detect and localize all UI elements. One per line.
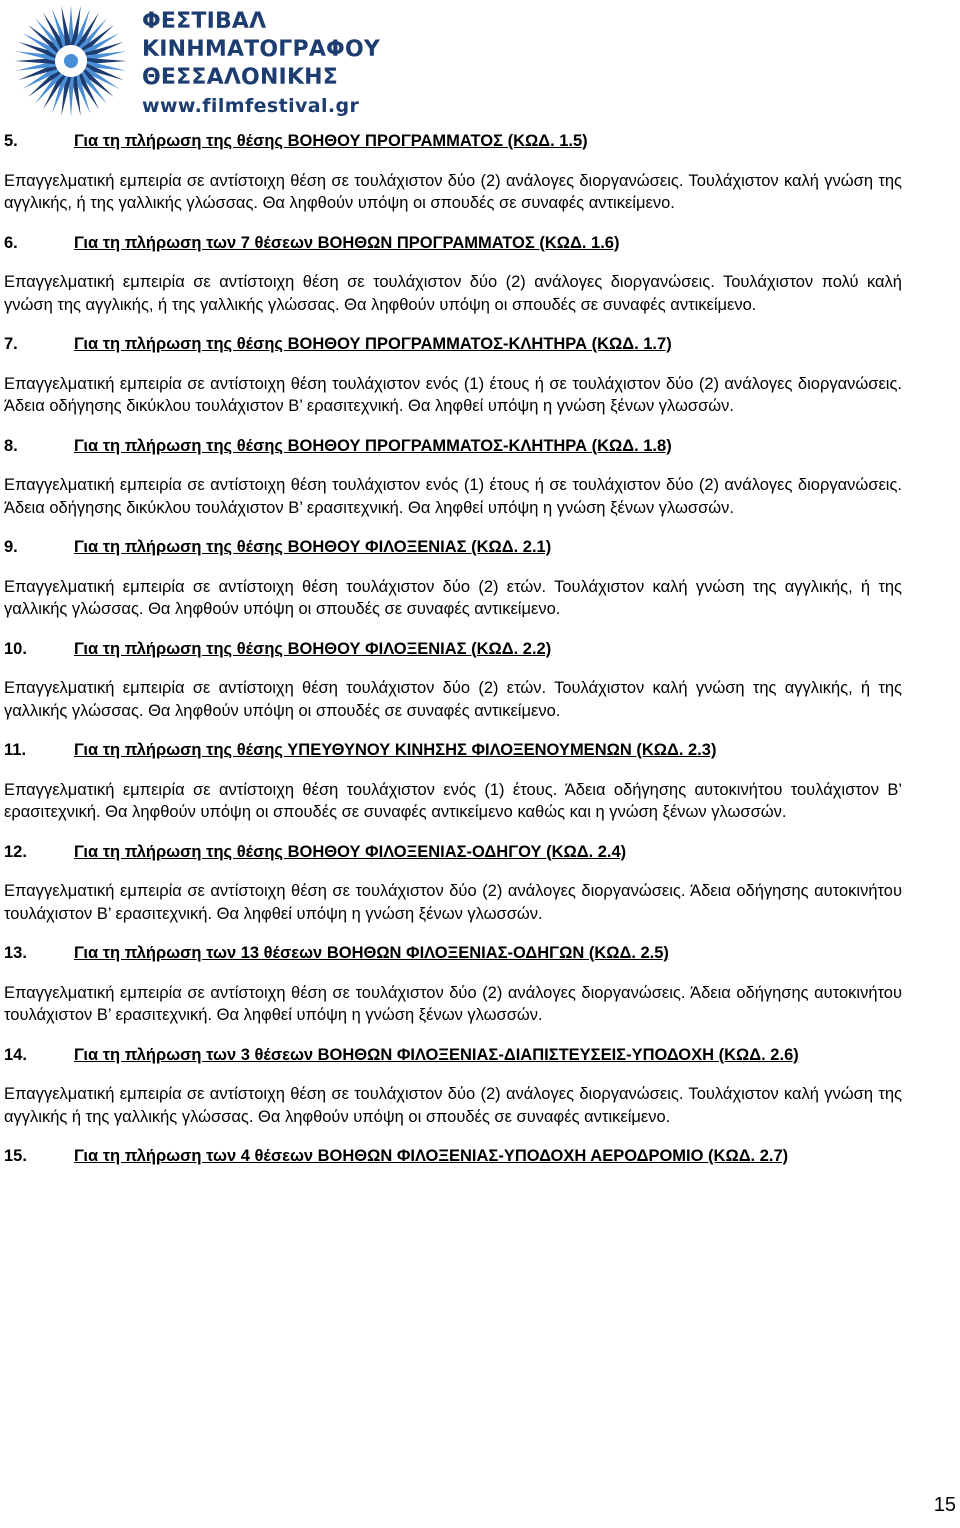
section-heading bbox=[4, 536, 902, 559]
section-title: Για τη πλήρωση των 13 θέσεων ΒΟΗΘΩΝ ΦΙΛΟΞΕΝΙΑΣ-ΟΔΗΓΩΝ (ΚΩΔ. 2.5) bbox=[74, 944, 669, 962]
section-10 bbox=[4, 638, 902, 723]
section-11 bbox=[4, 739, 902, 824]
section-number: 12. bbox=[4, 842, 27, 861]
section-heading bbox=[4, 130, 902, 153]
section-heading bbox=[4, 841, 902, 864]
section-body: Επαγγελματική εμπειρία σε αντίστοιχη θέση σε τουλάχιστον δύο (2) ανάλογες διοργανώσεις. Τουλάχιστον πολύ καλή γνώση της αγγλικής, ή της γαλλικής γλώσσας. Θα ληφθούν υπόψη οι σπουδές σε συναφές αντικείμενο. bbox=[4, 273, 902, 314]
section-title: Για τη πλήρωση της θέσης ΒΟΗΘΟΥ ΦΙΛΟΞΕΝΙΑΣ-ΟΔΗΓΟΥ (ΚΩΔ. 2.4) bbox=[74, 842, 627, 861]
festival-logo bbox=[8, 2, 408, 120]
section-6 bbox=[4, 232, 902, 317]
section-heading bbox=[4, 942, 902, 965]
section-heading bbox=[4, 1044, 902, 1067]
section-12 bbox=[4, 841, 902, 926]
section-heading bbox=[4, 739, 902, 762]
section-title: Για τη πλήρωση της θέσης ΒΟΗΘΟΥ ΠΡΟΓΡΑΜΜΑΤΟΣ (ΚΩΔ. 1.5) bbox=[74, 132, 588, 150]
section-body: Επαγγελματική εμπειρία σε αντίστοιχη θέση σε τουλάχιστον δύο (2) ανάλογες διοργανώσεις. Άδεια οδήγησης αυτοκινήτου τουλάχιστον Β’ ερασιτεχνική. Θα ληφθεί υπόψη η γνώση ξένων γλωσσών. bbox=[4, 882, 902, 923]
section-number: 8. bbox=[4, 436, 18, 455]
section-heading bbox=[4, 333, 902, 356]
section-title: Για τη πλήρωση της θέσης ΒΟΗΘΟΥ ΠΡΟΓΡΑΜΜΑΤΟΣ-ΚΛΗΤΗΡΑ (ΚΩΔ. 1.8) bbox=[74, 436, 672, 455]
section-title: Για τη πλήρωση της θέσης ΒΟΗΘΟΥ ΦΙΛΟΞΕΝΙΑΣ (ΚΩΔ. 2.2) bbox=[74, 639, 552, 658]
section-number: 11. bbox=[4, 741, 27, 759]
festival-star-emblem-icon bbox=[8, 2, 134, 120]
document-body bbox=[4, 130, 902, 1168]
logo-url: www.filmfestival.gr bbox=[142, 95, 360, 117]
logo-line-1: ΦΕΣΤΙΒΑΛ bbox=[142, 9, 267, 34]
section-number: 5. bbox=[4, 132, 18, 150]
section-5 bbox=[4, 130, 902, 215]
section-number: 13. bbox=[4, 944, 27, 962]
section-number: 10. bbox=[4, 639, 27, 658]
page-number: 15 bbox=[933, 1494, 956, 1516]
section-title: Για τη πλήρωση των 7 θέσεων ΒΟΗΘΩΝ ΠΡΟΓΡΑΜΜΑΤΟΣ (ΚΩΔ. 1.6) bbox=[74, 233, 620, 252]
logo-line-3: ΘΕΣΣΑΛΟΝΙΚΗΣ bbox=[142, 65, 339, 90]
section-number: 15. bbox=[4, 1147, 27, 1165]
section-body: Επαγγελματική εμπειρία σε αντίστοιχη θέση τουλάχιστον ενός (1) έτους. Άδεια οδήγησης αυτοκινήτου τουλάχιστον Β’ ερασιτεχνική. Θα ληφθούν υπόψη οι σπουδές σε συναφές αντικείμενο καθώς και η γνώση ξένων γλωσσών. bbox=[4, 780, 902, 821]
section-body: Επαγγελματική εμπειρία σε αντίστοιχη θέση τουλάχιστον δύο (2) ετών. Τουλάχιστον καλή γνώση της αγγλικής, ή της γαλλικής γλώσσας. Θα ληφθούν υπόψη οι σπουδές σε συναφές αντικείμενο. bbox=[4, 679, 902, 720]
section-number: 14. bbox=[4, 1045, 27, 1064]
section-body: Επαγγελματική εμπειρία σε αντίστοιχη θέση σε τουλάχιστον δύο (2) ανάλογες διοργανώσεις. Τουλάχιστον καλή γνώση της αγγλικής ή της γαλλικής γλώσσας. Θα ληφθούν υπόψη οι σπουδές σε συναφές αντικείμενο. bbox=[4, 1085, 902, 1126]
section-number: 9. bbox=[4, 538, 18, 556]
section-body: Επαγγελματική εμπειρία σε αντίστοιχη θέση τουλάχιστον ενός (1) έτους ή σε τουλάχιστον δύο (2) ανάλογες διοργανώσεις. Άδεια οδήγησης δικύκλου τουλάχιστον Β’ ερασιτεχνική. Θα ληφθεί υπόψη η γνώση ξένων γλωσσών. bbox=[4, 374, 902, 415]
section-heading bbox=[4, 1145, 902, 1168]
section-9 bbox=[4, 536, 902, 621]
section-8 bbox=[4, 435, 902, 520]
section-body: Επαγγελματική εμπειρία σε αντίστοιχη θέση τουλάχιστον ενός (1) έτους ή σε τουλάχιστον δύο (2) ανάλογες διοργανώσεις. Άδεια οδήγησης δικύκλου τουλάχιστον Β’ ερασιτεχνική. Θα ληφθεί υπόψη η γνώση ξένων γλωσσών. bbox=[4, 476, 902, 517]
section-14 bbox=[4, 1044, 902, 1129]
section-body: Επαγγελματική εμπειρία σε αντίστοιχη θέση σε τουλάχιστον δύο (2) ανάλογες διοργανώσεις. Άδεια οδήγησης αυτοκινήτου τουλάχιστον Β’ ερασιτεχνική. Θα ληφθεί υπόψη η γνώση ξένων γλωσσών. bbox=[4, 983, 902, 1024]
section-13 bbox=[4, 942, 902, 1027]
section-title: Για τη πλήρωση των 3 θέσεων ΒΟΗΘΩΝ ΦΙΛΟΞΕΝΙΑΣ-ΔΙΑΠΙΣΤΕΥΣΕΙΣ-ΥΠΟΔΟΧΗ (ΚΩΔ. 2.6) bbox=[74, 1045, 799, 1064]
section-heading bbox=[4, 232, 902, 255]
section-body: Επαγγελματική εμπειρία σε αντίστοιχη θέση σε τουλάχιστον δύο (2) ανάλογες διοργανώσεις. Τουλάχιστον καλή γνώση της αγγλικής, ή της γαλλικής γλώσσας. Θα ληφθούν υπόψη οι σπουδές σε συναφές αντικείμενο. bbox=[4, 171, 902, 212]
logo-wordmark bbox=[142, 8, 380, 120]
logo-line-2: ΚΙΝΗΜΑΤΟΓΡΑΦΟΥ bbox=[142, 37, 380, 62]
section-heading bbox=[4, 435, 902, 458]
section-title: Για τη πλήρωση της θέσης ΒΟΗΘΟΥ ΠΡΟΓΡΑΜΜΑΤΟΣ-ΚΛΗΤΗΡΑ (ΚΩΔ. 1.7) bbox=[74, 335, 672, 353]
section-title: Για τη πλήρωση της θέσης ΒΟΗΘΟΥ ΦΙΛΟΞΕΝΙΑΣ (ΚΩΔ. 2.1) bbox=[74, 538, 552, 556]
section-heading bbox=[4, 638, 902, 661]
section-title: Για τη πλήρωση των 4 θέσεων ΒΟΗΘΩΝ ΦΙΛΟΞΕΝΙΑΣ-ΥΠΟΔΟΧΗ ΑΕΡΟΔΡΟΜΙΟ (ΚΩΔ. 2.7) bbox=[74, 1147, 789, 1165]
section-number: 7. bbox=[4, 335, 18, 353]
section-body: Επαγγελματική εμπειρία σε αντίστοιχη θέση τουλάχιστον δύο (2) ετών. Τουλάχιστον καλή γνώση της αγγλικής, ή της γαλλικής γλώσσας. Θα ληφθούν υπόψη οι σπουδές σε συναφές αντικείμενο. bbox=[4, 577, 902, 618]
section-15 bbox=[4, 1145, 902, 1168]
section-number: 6. bbox=[4, 233, 18, 252]
section-title: Για τη πλήρωση της θέσης ΥΠΕΥΘΥΝΟΥ ΚΙΝΗΣΗΣ ΦΙΛΟΞΕΝΟΥΜΕΝΩΝ (ΚΩΔ. 2.3) bbox=[74, 741, 717, 759]
section-7 bbox=[4, 333, 902, 418]
